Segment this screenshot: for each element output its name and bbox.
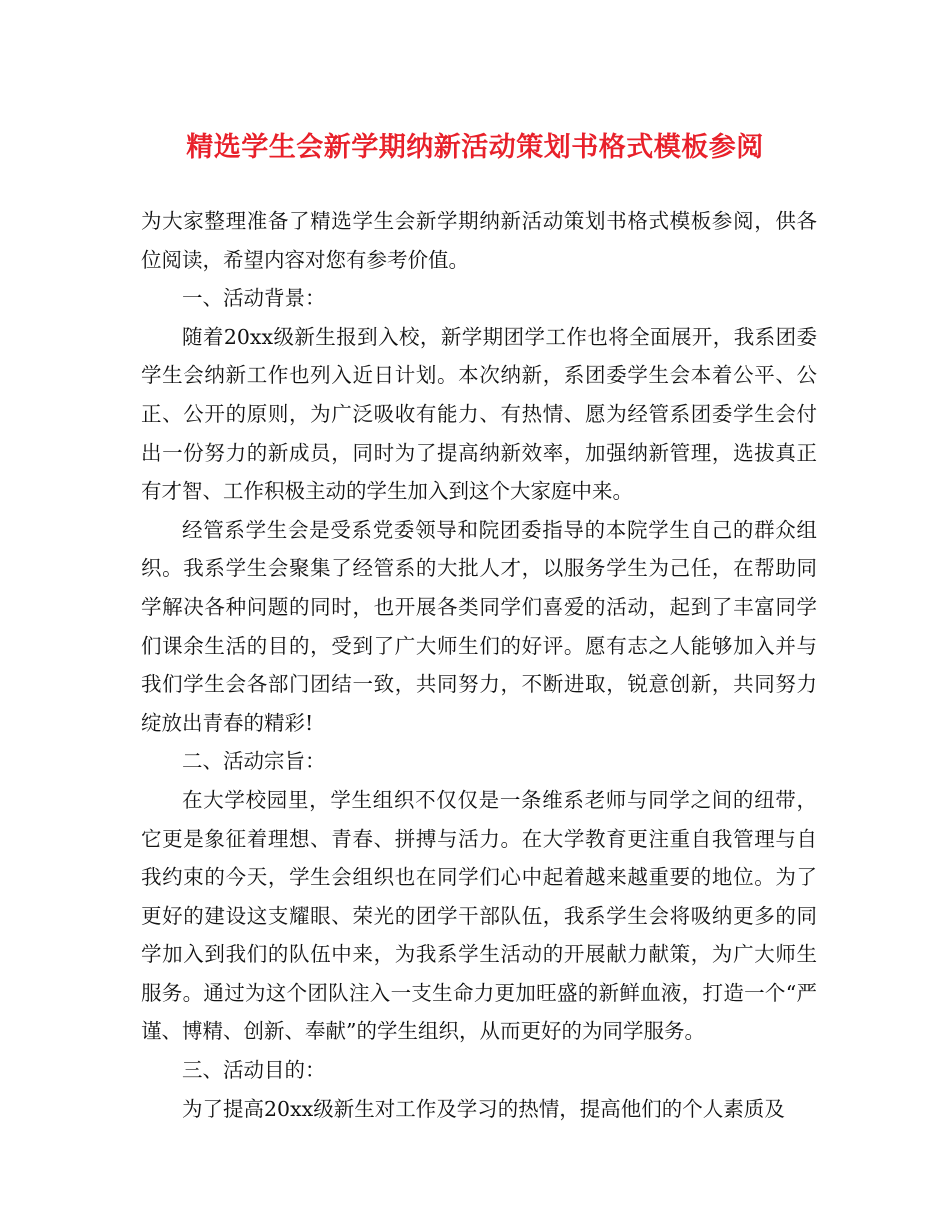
- document-body: [141, 202, 817, 1128]
- document-title: 精选学生会新学期纳新活动策划书格式模板参阅: [186, 132, 764, 163]
- section-heading-background: 一、活动背景：: [182, 286, 326, 311]
- goal-paragraph: 为了提高20xx级新生对工作及学习的热情，提高他们的个人素质及: [182, 1096, 785, 1121]
- section-heading-purpose: 二、活动宗旨：: [182, 749, 326, 774]
- student-union-paragraph: 经管系学生会是受系党委领导和院团委指导的本院学生自己的群众组织。我系学生会聚集了经管系的大批人才，以服务学生为己任，在帮助同学解决各种问题的同时，也开展各类同学们喜爱的活动，起到了丰富同学们课余生活的目的，受到了广大师生们的好评。愿有志之人能够加入并与我们学生会各部门团结一致，共同努力，不断进取，锐意创新，共同努力绽放出青春的精彩!: [141, 517, 817, 735]
- section-heading-goal: 三、活动目的：: [182, 1058, 326, 1083]
- purpose-paragraph: 在大学校园里，学生组织不仅仅是一条维系老师与同学之间的纽带，它更是象征着理想、青春、拼搏与活力。在大学教育更注重自我管理与自我约束的今天，学生会组织也在同学们心中起着越来越重要的地位。为了更好的建设这支耀眼、荣光的团学干部队伍，我系学生会将吸纳更多的同学加入到我们的队伍中来，为我系学生活动的开展献力献策，为广大师生服务。通过为这个团队注入一支生命力更加旺盛的新鲜血液，打造一个“严谨、博精、创新、奉献”的学生组织，从而更好的为同学服务。: [141, 787, 817, 1044]
- intro-paragraph: 为大家整理准备了精选学生会新学期纳新活动策划书格式模板参阅，供各位阅读，希望内容对您有参考价值。: [141, 209, 817, 272]
- background-paragraph: 随着20xx级新生报到入校，新学期团学工作也将全面展开，我系团委学生会纳新工作也列入近日计划。本次纳新，系团委学生会本着公平、公正、公开的原则，为广泛吸收有能力、有热情、愿为经管系团委学生会付出一份努力的新成员，同时为了提高纳新效率，加强纳新管理，选拔真正有才智、工作积极主动的学生加入到这个大家庭中来。: [141, 324, 817, 504]
